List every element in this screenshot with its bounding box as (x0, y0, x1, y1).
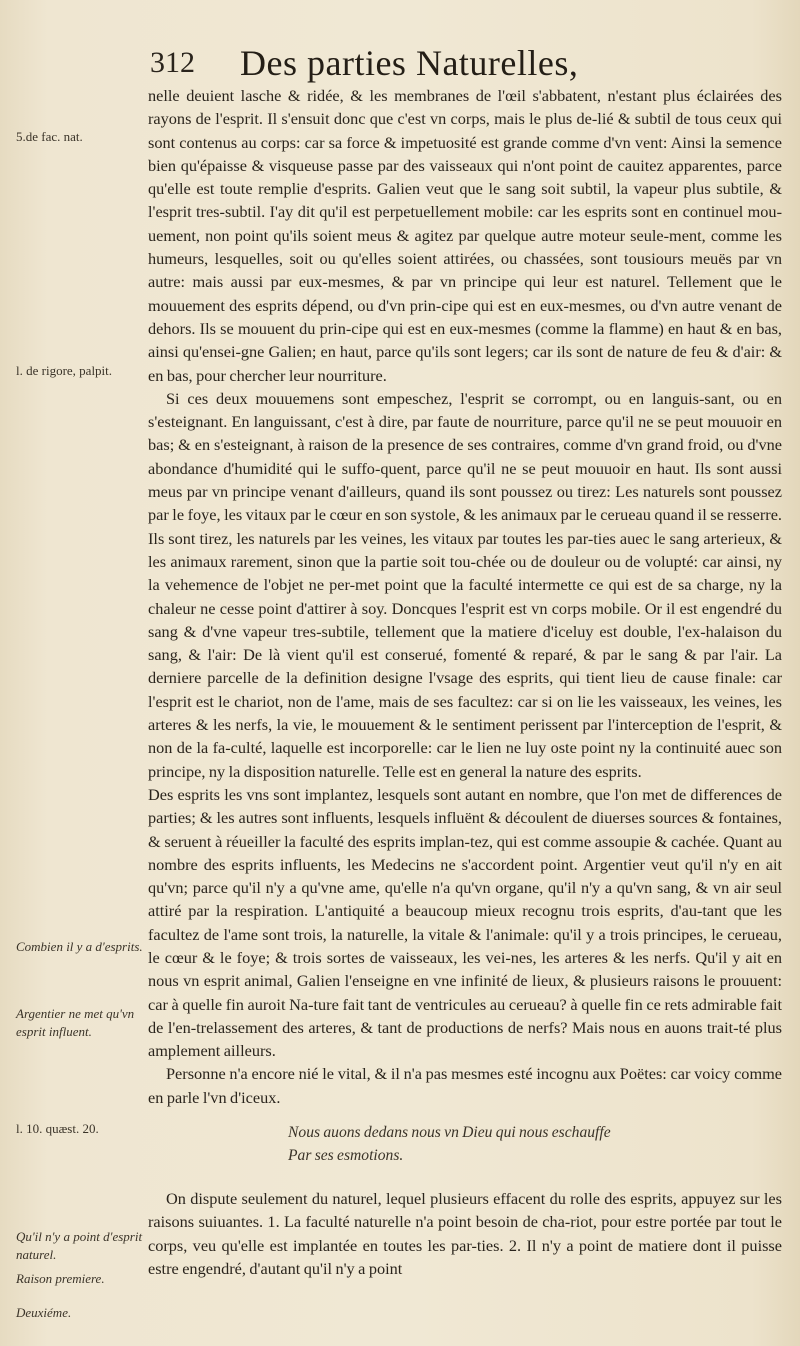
paragraph: Si ces deux mouuemens sont empeschez, l'esprit se corrompt, ou en languis-sant, ou en s'esteignant. En languissant, c'est à dire, par faute de nourriture, parce qu'il ne se peut mouuoir en bas; & en s'esteignant, à raison de la presence de ses contraires, comme d'vn grand froid, ou d'vne abondance d'humidité qui le suffo-quent, parce qu'il ne se peut mouuoir en haut. Ils sont aussi meus par vn principe venant d'ailleurs, quand ils sont poussez ou tirez: Les naturels sont poussez par le foye, les vitaux par le cœur en son systole, & les animaux par le cerueau quand il se resserre. Ils sont tirez, les naturels par les veines, les vitaux par toutes les par-ties auec le sang arterieux, & les animaux rarement, sinon que la partie soit tou-chée ou de douleur ou de volupté: car ainsi, ny la vehemence de l'objet ne per-met point que la faculté intermette ce qui est de sa charge, ny la chaleur ne cesse point d'attirer à soy. Doncques l'esprit est vn corps mobile. Or il est engendré du sang & d'vne vapeur tres-subtile, tellement que la matiere d'iceluy est double, l'ex-halaison du sang, & l'air: De là vient qu'il est conserué, fomenté & reparé, & par le sang & par l'air. La derniere parcelle de la definition designe l'vsage des esprits, qui tient lieu de cause finale: car l'esprit est le chariot, non de l'ame, mais de ses facultez: car si on lie les vaisseaux, les veines, les arteres & les nerfs, la vie, le mouuement & le sentiment perissent par l'interception de l'esprit, & non de la fa-culté, laquelle est incorporelle: car le lien ne luy oste point ny la continuité auec son principe, ny la disposition naturelle. Telle est en general la nature des esprits. (148, 388, 782, 781)
paragraph: On dispute seulement du naturel, lequel plusieurs effacent du rolle des esprits, appuyez sur les raisons suiuantes. 1. La faculté naturelle n'a point besoin de cha-riot, pour estre portée par tout le corps, veu qu'elle est implantée en toutes les par-ties. 2. Il n'y a point de matiere dont il puisse estre engendré, d'autant qu'il n'y a point (148, 1189, 782, 1278)
margin-note: l. de rigore, palpit. (16, 363, 113, 378)
paragraph: Des esprits les vns sont implantez, lesquels sont autant en nombre, que l'on met de differences de parties; & les autres sont influents, lesquels influënt & découlent de diuerses sources & fontaines, & seruent à réueiller la faculté des esprits implan-tez, qui est comme assoupie & cachée. Quant au nombre des esprits influents, les Medecins ne s'accordent point. Argentier veut qu'il n'y en ait qu'vn; parce qu'il n'y a qu'vne ame, qu'elle n'a qu'vn organe, qu'il n'y a qu'vn sang, & vn air seul attiré par la respiration. L'antiquité a beaucoup mieux recognu trois esprits, d'au-tant que les facultez de l'ame sont trois, la naturelle, la vitale & l'animale: qu'il y a trois principes, le cerueau, le cœur & le foye; & trois sortes de vaisseaux, les vei-nes, les arteres & les nerfs. Qu'il y ait en nous vn esprit animal, Galien l'enseigne en vne infinité de lieux, & plusieurs raisons le prouuent: car à quelle fin auroit Na-ture fait tant de ventricules au cerueau? à quelle fin ce rets admirable fait de l'en-trelassement des arteres, & tant de productions de nerfs? Mais nous en auons trait-té plus amplement ailleurs. (148, 784, 782, 1061)
margin-note: Combien il y a d'esprits. (16, 939, 143, 954)
margin-note: Deuxiéme. (16, 1305, 72, 1320)
main-text (148, 84, 782, 1280)
running-title: Des parties Naturelles, (240, 43, 579, 83)
verse-line: Nous auons dedans nous vn Dieu qui nous eschauffe (288, 1124, 611, 1142)
margin-note: Argentier ne met qu'vn esprit influent. (16, 1006, 135, 1039)
margin-note: 5.de fac. nat. (16, 129, 83, 144)
verse-line: Par ses esmotions. (288, 1147, 404, 1165)
margin-note: Qu'il n'y a point d'esprit naturel. (16, 1229, 143, 1262)
paragraph: Personne n'a encore nié le vital, & il n'a pas mesmes esté incognu aux Poëtes: car voicy comme en parle l'vn d'iceux. (148, 1064, 782, 1107)
paragraph: nelle deuient lasche & ridée, & les membranes de l'œil s'abbatent, n'estant plus éclairées des rayons de l'esprit. Il s'ensuit donc que c'est vn corps, mais le plus de-lié & subtil de tous ceux qui sont contenus au corps: car sa force & impetuosité est grande comme d'vn vent: Ainsi la semence bien qu'épaisse & visqueuse passe par des vaisseaux qui n'ont point de cauitez apparentes, parce qu'elle est toute remplie d'esprits. Galien veut que le sang soit subtil, la vapeur plus subtile, & l'esprit tres-subtil. I'ay dit qu'il est perpetuellement mobile: car les esprits sont en continuel mou-uement, non point qu'ils soient meus & agitez par quelque autre moteur seule-ment, comme les humeurs, lesquelles, soit ou qu'elles soient attirées, ou chassées, sont tousiours meuës par vn autre: mais aussi par eux-mesmes, & par vn principe qui leur est naturel. Tellement que le mouuement des esprits dépend, ou d'vn prin-cipe qui est en eux-mesmes, ou d'vn autre venant de dehors. Ils se mouuent du prin-cipe qui est en eux-mesmes (comme la flamme) en haut & en bas, ainsi qu'ensei-gne Galien; en haut, parce qu'ils sont legers; car ils sont de nature de feu & d'air: & en bas, pour chercher leur nourriture. (148, 86, 782, 385)
page-number: 312 (150, 46, 195, 79)
verse-quote (288, 1121, 782, 1167)
margin-note: l. 10. quæst. 20. (16, 1121, 99, 1136)
margin-note: Raison premiere. (16, 1271, 105, 1286)
